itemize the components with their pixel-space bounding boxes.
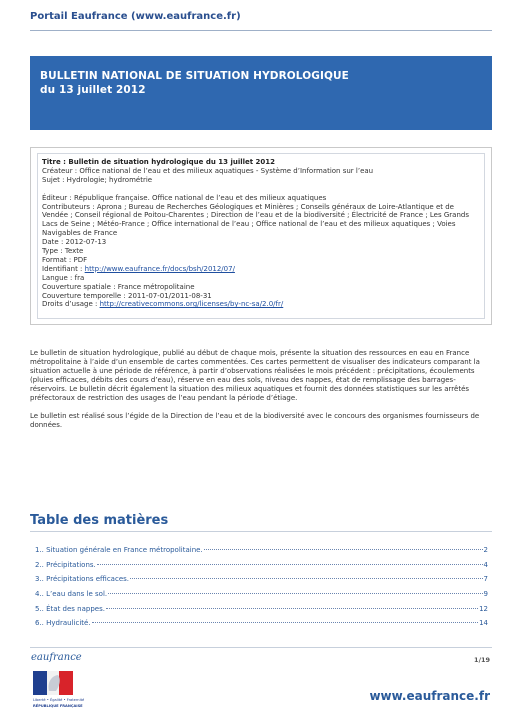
toc-leader-dots (108, 593, 482, 594)
banner-title: BULLETIN NATIONAL DE SITUATION HYDROLOGIQUE (40, 70, 349, 82)
toc-item[interactable] (30, 605, 488, 620)
toc-item-page: 7 (483, 575, 488, 584)
toc-list (30, 546, 488, 634)
toc-item-label: 1.. Situation générale en France métropolitaine. (35, 546, 203, 554)
title-banner (30, 56, 492, 130)
metadata-box (30, 147, 492, 325)
meta-contributeurs: Contributeurs : Aprona ; Bureau de Recherches Géologiques et Minières ; Conseils généraux de Loire-Atlantique et de Vendée ; Conseil régional de Poitou-Charentes ; Direction de l’eau et de la biodiversité ; Électricité de France ; Les Grands Lacs de Seine ; Météo-France ; Office international de l’eau ; Office national de l’eau et des milieux aquatiques ; Voies Navigables de France (42, 202, 469, 238)
meta-format: Format : PDF (42, 255, 88, 264)
toc-item-page: 14 (479, 619, 488, 628)
toc-divider (30, 531, 492, 532)
toc-item-label: 5.. État des nappes. (35, 604, 105, 613)
intro-paragraph-2: Le bulletin est réalisé sous l’égide de la Direction de l’eau et de la biodiversité avec le concours des organismes fournisseurs de données. (30, 412, 480, 429)
meta-couverture-spatiale: Couverture spatiale : France métropolitaine (42, 282, 195, 291)
marianne-logo-icon (33, 671, 87, 709)
meta-titre: Titre : Bulletin de situation hydrologique du 13 juillet 2012 (42, 158, 276, 166)
meta-droits (42, 300, 484, 309)
intro-paragraph: Le bulletin de situation hydrologique, publié au début de chaque mois, présente la situation des ressources en eau en France métropolitaine à l’aide d’un ensemble de cartes commentées. Ces cartes permettent de visualiser des indicateurs comparant la situation actuelle à une période de référence, à partir d’observations réalisées le mois précédent : précipitations, écoulements (pluies efficaces, débits des cours d’eau), réserve en eau des sols, niveau des nappes, état de remplissage des barrages-réservoirs. Le bulletin décrit également la situation des milieux aquatiques et fournit des données statistiques sur les arrêtés préfectoraux de restriction des usages de l’eau pendant la période d’étiage. (30, 349, 480, 402)
toc-leader-dots (92, 622, 479, 623)
toc-item-label: 6.. Hydraulicité. (35, 619, 91, 628)
metadata-panel (37, 153, 485, 319)
toc-item-label: 3.. Précipitations efficaces. (35, 575, 129, 584)
meta-identifiant (42, 265, 484, 274)
footer-divider (30, 647, 492, 648)
page-number: 1/19 (474, 656, 490, 664)
toc-item[interactable] (30, 575, 488, 590)
toc-item[interactable] (30, 561, 488, 576)
header-divider (30, 30, 492, 31)
footer-url-link[interactable]: www.eaufrance.fr (369, 689, 490, 703)
marianne-country: RÉPUBLIQUE FRANÇAISE (33, 704, 83, 708)
toc-leader-dots (204, 549, 483, 550)
toc-item-page: 2 (483, 546, 488, 554)
meta-spacer (42, 185, 484, 194)
portal-link[interactable]: Portail Eaufrance (www.eaufrance.fr) (30, 11, 241, 22)
toc-item-page: 4 (483, 560, 488, 569)
toc-item-page: 12 (479, 604, 488, 613)
meta-type: Type : Texte (42, 247, 84, 256)
license-link[interactable]: http://creativecommons.org/licenses/by-nc-sa/2.0/fr/ (99, 300, 284, 309)
toc-item[interactable] (30, 546, 488, 561)
toc-leader-dots (97, 564, 483, 565)
toc-item-label: 4.. L’eau dans le sol. (35, 590, 108, 599)
meta-sujet: Sujet : Hydrologie; hydrométrie (42, 175, 153, 184)
meta-identifiant-label: Identifiant : (42, 264, 85, 273)
toc-item-page: 9 (483, 590, 488, 599)
meta-editeur: Éditeur : République française. Office national de l’eau et des milieux aquatiques (42, 193, 327, 202)
meta-createur: Créateur : Office national de l’eau et des milieux aquatiques - Système d’Information sur l’eau (42, 166, 374, 175)
toc-leader-dots (130, 578, 483, 579)
identifiant-link[interactable]: http://www.eaufrance.fr/docs/bsh/2012/07/ (84, 264, 235, 273)
meta-couverture-temporelle: Couverture temporelle : 2011-07-01/2011-08-31 (42, 291, 212, 300)
meta-date: Date : 2012-07-13 (42, 238, 107, 247)
eaufrance-logo: eaufrance (31, 652, 82, 663)
marianne-motto: Liberté • Égalité • Fraternité (33, 698, 85, 702)
toc-leader-dots (106, 608, 478, 609)
toc-item[interactable] (30, 590, 488, 605)
toc-title: Table des matières (30, 513, 169, 528)
meta-langue: Langue : fra (42, 273, 85, 282)
meta-droits-label: Droits d’usage : (42, 300, 100, 309)
toc-item[interactable] (30, 619, 488, 634)
toc-item-label: 2.. Précipitations. (35, 560, 96, 569)
banner-date: du 13 juillet 2012 (40, 84, 146, 96)
